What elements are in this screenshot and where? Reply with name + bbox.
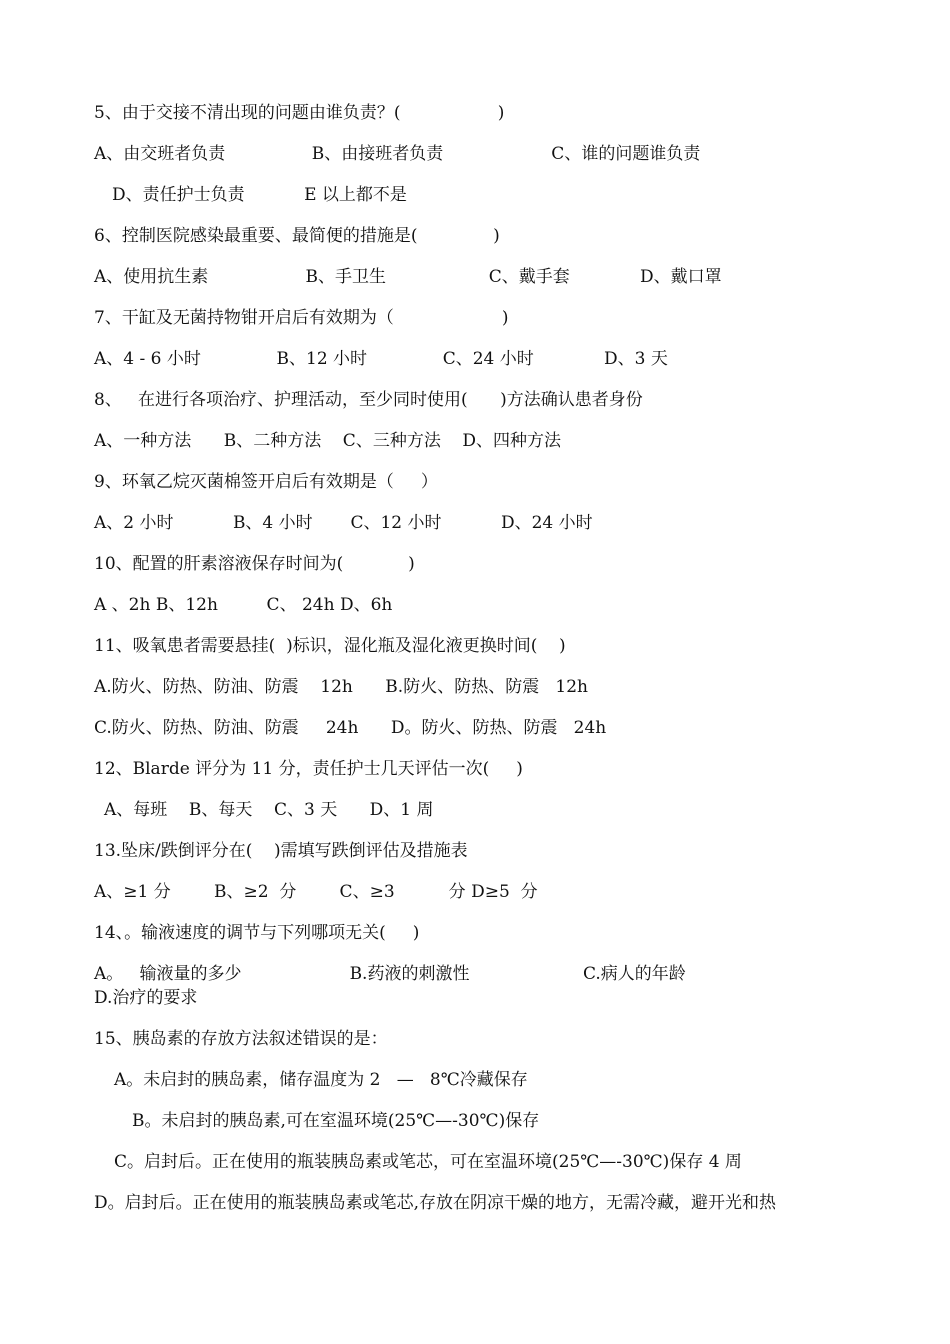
question-5: 5、由于交接不清出现的问题由谁负责？( ) (94, 103, 505, 123)
question-5-options-d-e: D、责任护士负责 E 以上都不是 (112, 185, 407, 205)
question-6-options: A、使用抗生素 B、手卫生 C、戴手套 D、戴口罩 (94, 267, 722, 287)
question-15-option-a: A。未启封的胰岛素，储存温度为 2 — 8℃冷藏保存 (114, 1070, 528, 1090)
question-15-option-d: D。启封后。正在使用的瓶装胰岛素或笔芯,存放在阴凉干燥的地方，无需冷藏，避开光和热 (94, 1193, 777, 1213)
question-15: 15、胰岛素的存放方法叙述错误的是： (94, 1029, 388, 1049)
question-5-options-a-c: A、由交班者负责 B、由接班者负责 C、谁的问题谁负责 (94, 144, 701, 164)
question-11-options-a-b: A.防火、防热、防油、防震 12h B.防火、防热、防震 12h (94, 677, 588, 697)
question-13: 13.坠床/跌倒评分在( )需填写跌倒评估及措施表 (94, 841, 468, 861)
question-11-options-c-d: C.防火、防热、防油、防震 24h D。防火、防热、防震 24h (94, 718, 607, 738)
question-14-options-a-c: A。 输液量的多少 B.药液的刺激性 C.病人的年龄 (94, 964, 686, 984)
question-14-option-d: D.治疗的要求 (94, 988, 198, 1008)
question-10: 10、配置的肝素溶液保存时间为( ) (94, 554, 415, 574)
question-7: 7、干缸及无菌持物钳开启后有效期为（ ) (94, 308, 509, 328)
question-12-options: A、每班 B、每天 C、3 天 D、1 周 (104, 800, 434, 820)
question-7-options: A、4 - 6 小时 B、12 小时 C、24 小时 D、3 天 (94, 349, 668, 369)
question-8-options: A、一种方法 B、二种方法 C、三种方法 D、四种方法 (94, 431, 562, 451)
question-10-options: A 、2h B、12h C、 24h D、6h (94, 595, 393, 615)
question-15-option-b: B。未启封的胰岛素,可在室温环境(25℃—-30℃)保存 (132, 1111, 540, 1131)
question-6: 6、控制医院感染最重要、最简便的措施是( ) (94, 226, 500, 246)
question-8: 8、 在进行各项治疗、护理活动，至少同时使用( )方法确认患者身份 (94, 390, 643, 410)
question-14: 14、。输液速度的调节与下列哪项无关( ) (94, 923, 420, 943)
question-15-option-c: C。启封后。正在使用的瓶装胰岛素或笔芯，可在室温环境(25℃—-30℃)保存 4 周 (114, 1152, 742, 1172)
question-9: 9、环氧乙烷灭菌棉签开启后有效期是（ ） (94, 472, 438, 492)
question-12: 12、Blarde 评分为 11 分，责任护士几天评估一次( ) (94, 759, 523, 779)
question-13-options: A、≥1 分 B、≥2 分 C、≥3 分 D≥5 分 (94, 882, 538, 902)
question-11: 11、吸氧患者需要悬挂( )标识，湿化瓶及湿化液更换时间( ) (94, 636, 566, 656)
question-9-options: A、2 小时 B、4 小时 C、12 小时 D、24 小时 (94, 513, 593, 533)
